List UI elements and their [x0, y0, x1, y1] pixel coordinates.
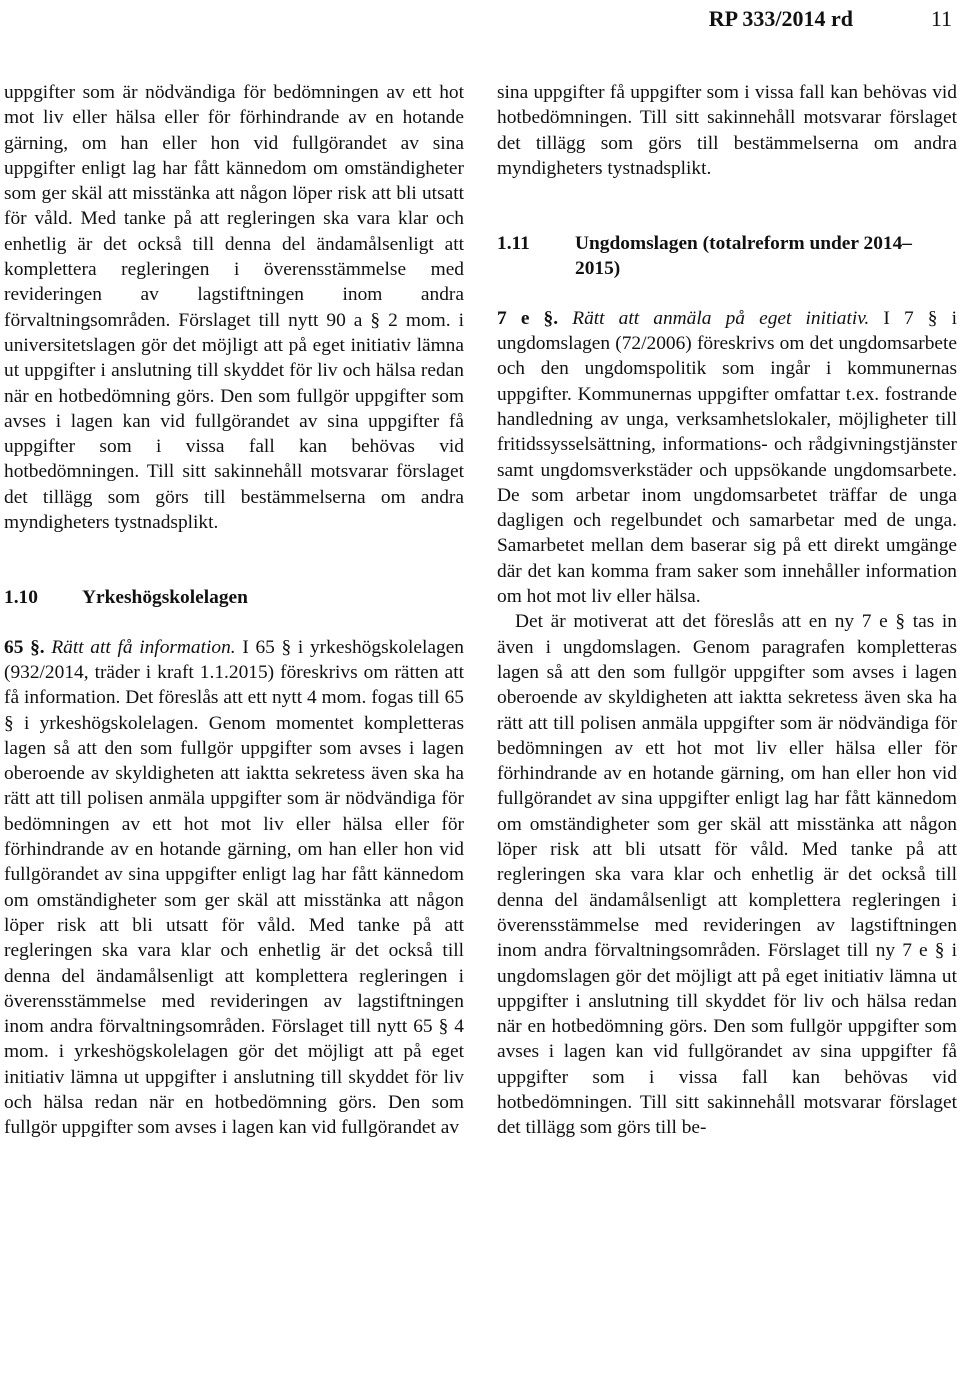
- left-paragraph-1: uppgifter som är nödvändiga för bedömningen av ett hot mot liv eller hälsa eller för förhindrande av en hotande gärning, om han eller hon vid fullgörandet av sina uppgifter enligt lag har fått kännedom om omständigheter som ger skäl att misstänka att någon löper risk att bli utsatt för våld. Med tanke på att regleringen ska vara klar och enhetlig är det också till denna del ändamålsenligt att komplettera regleringen i överensstämmelse med revideringen av lagstiftningen inom andra förvaltningsområden. Förslaget till nytt 90 a § 2 mom. i universitetslagen gör det möjligt att på eget initiativ lämna ut uppgifter i anslutning till skyddet för liv och hälsa redan när en hotbedömning görs. Den som fullgör uppgifter som avses i lagen kan vid fullgörandet av sina uppgifter få uppgifter som i vissa fall kan behövas vid hotbedömningen. Till sitt sakinnehåll motsvarar förslaget det tillägg som görs till bestämmelserna om andra myndigheters tystnadsplikt.: [4, 82, 464, 534]
- right-column: [497, 80, 957, 1141]
- right-paragraph-1: sina uppgifter få uppgifter som i vissa fall kan behövas vid hotbedömningen. Till sitt sakinnehåll motsvarar förslaget det tillägg som görs till bestämmelserna om andra myndigheters tystnadsplikt.: [497, 82, 957, 179]
- section-number: 1.10: [4, 587, 38, 609]
- paragraph-body: I 7 § i ungdomslagen (72/2006) föreskrivs om det ungdomsarbete och den ungdomspolitik som ingår i kommunernas uppgifter. Kommunernas uppgifter omfattar t.ex. fostrande handledning av unga, verksamhetslokaler, möjligheter till fritidssysselsättning, informations- och rådgivningstjänster samt ungdomsverkstäder och uppsökande ungdomsarbete. De som arbetar inom ungdomsarbetet träffar de unga dagligen och regelbundet och samarbetar med de unga. Samarbetet mellan dem baserar sig på ett direkt umgänge där det kan komma fram saker som innehåller information om hot mot liv eller hälsa.: [497, 307, 957, 608]
- section-title: Ungdomslagen (totalreform under 2014–2015): [575, 233, 912, 280]
- section-heading-1-11: [497, 231, 957, 282]
- paragraph-title: Rätt att få information.: [51, 636, 236, 658]
- left-paragraph-65: [4, 635, 464, 1141]
- document-reference: RP 333/2014 rd: [708, 6, 853, 31]
- right-paragraph-3: Det är motiverat att det föreslås att en ny 7 e § tas in även i ungdomslagen. Genom paragrafen kompletteras lagen så att den som fullgör uppgifter som avses i lagen oberoende av skyldigheten att iakttа sekretess även ska ha rätt att till polisen anmäla uppgifter som är nödvändiga för bedömningen av ett hot mot liv eller hälsa eller för förhindrande av en hotande gärning, om han eller hon vid fullgörandet av sina uppgifter enligt lag har fått kännedom om omständigheter som ger skäl att misstänka att någon löper risk att bli utsatt för våld. Med tanke på att regleringen ska vara klar och enhetlig är det också till denna del ändamålsenligt att komplettera regleringen i överensstämmelse med revideringen av lagstiftningen inom andra förvaltningsområden. Förslaget till ny 7 e § i ungdomslagen gör det möjligt att på eget initiativ lämna ut uppgifter i anslutning till skyddet för liv och hälsa redan när en hotbedömning görs. Den som fullgör uppgifter som avses i lagen kan vid fullgörandet av sina uppgifter få uppgifter som i vissa fall kan behövas vid hotbedömningen. Till sitt sakinnehåll motsvarar förslaget det tillägg som görs till be-: [497, 611, 957, 1139]
- paragraph-number: 7 e §.: [497, 307, 559, 329]
- section-heading-1-10: [4, 585, 464, 610]
- left-column: [4, 80, 464, 1141]
- paragraph-body: I 65 § i yrkeshögskolelagen (932/2014, träder i kraft 1.1.2015) föreskrivs om rätten att få information. Det föreslås att ett nytt 4 mom. fogas till 65 § i yrkeshögskolelagen. Genom momentet kompletteras lagen så att den som fullgör uppgifter som avses i lagen oberoende av skyldigheten att iakttа sekretess även ska ha rätt att till polisen anmäla uppgifter som är nödvändiga för bedömningen av ett hot mot liv eller hälsa eller för förhindrande av en hotande gärning, om han eller hon vid fullgörandet av sina uppgifter enligt lag har fått kännedom om omständigheter som ger skäl att misstänka att någon löper risk att bli utsatt för våld. Med tanke på att regleringen ska vara klar och enhetlig är det också till denna del ändamålsenligt att komplettera regleringen i överensstämmelse med revideringen av lagstiftningen inom andra förvaltningsområden. Förslaget till nytt 65 § 4 mom. i yrkeshögskolelagen gör det möjligt att på eget initiativ lämna ut uppgifter i anslutning till skyddet för liv och hälsa redan när en hotbedömning görs. Den som fullgör uppgifter som avses i lagen kan vid fullgörandet av: [4, 636, 464, 1139]
- paragraph-title: Rätt att anmäla på eget initiativ.: [572, 307, 870, 329]
- page-number: 11: [930, 6, 952, 31]
- section-title: Yrkeshögskolelagen: [82, 587, 248, 609]
- section-number: 1.11: [497, 233, 530, 255]
- page-header: [0, 6, 960, 36]
- paragraph-number: 65 §.: [4, 636, 45, 658]
- right-paragraph-7e: [497, 306, 957, 610]
